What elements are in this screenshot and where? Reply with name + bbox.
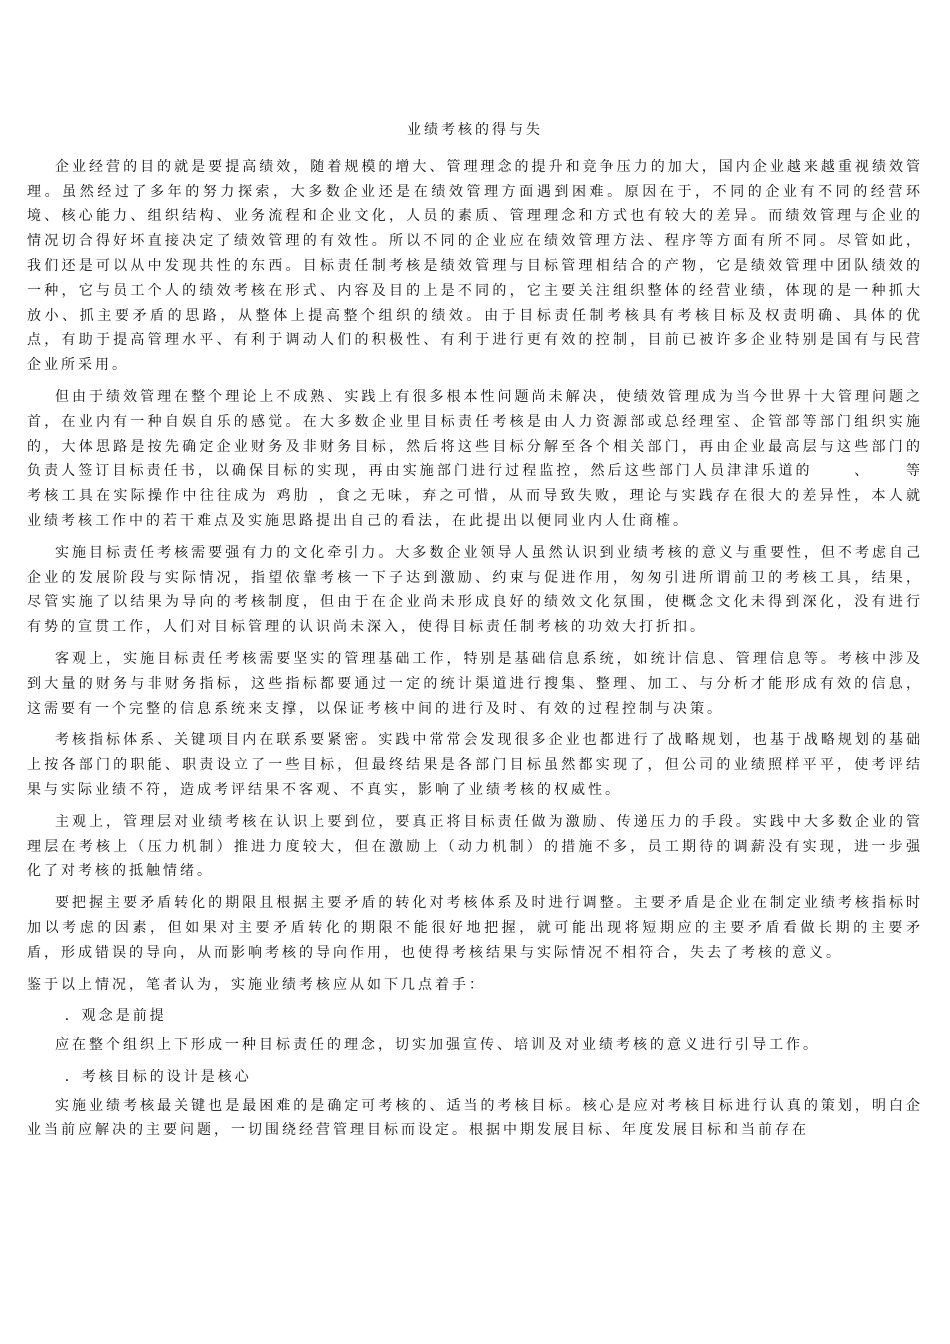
point-text: 实施业绩考核最关键也是最困难的是确定可考核的、适当的考核目标。核心是应对考核目标进行认真的策划，明白企业当前应解决的主要问题，一切围绕经营管理目标而设定。根据中期发展目标、年度发展目标和当前存在 <box>27 1097 923 1139</box>
point-heading: ．观念是前提 <box>64 1008 167 1025</box>
summary-line: 鉴于以上情况，笔者认为，实施业绩考核应从如下几点着手： <box>27 976 486 993</box>
paragraph: 企业经营的目的就是要提高绩效，随着规模的增大、管理理念的提升和竞争压力的加大，国内企业越来越重视绩效管理。虽然经过了多年的努力探索，大多数企业还是在绩效管理方面遇到困难。原因在于，不同的企业有不同的经营环境、核心能力、组织结构、业务流程和企业文化，人员的素质、管理理念和方式也有较大的差异。而绩效管理与企业的情况切合得好坏直接决定了绩效管理的有效性。所以不同的企业应在绩效管理方法、程序等方面有所不同。尽管如此，我们还是可以从中发现共性的东西。目标责任制考核是绩效管理与目标管理相结合的产物，它是绩效管理中团队绩效的一种，它与员工个人的绩效考核在形式、内容及目的上是不同的，它主要关注组织整体的经营业绩，体现的是一种抓大放小、抓主要矛盾的思路，从整体上提高整个组织的绩效。由于目标责任制考核具有考核目标及权责明确、具体的优点，有助于提高管理水平、有利于调动人们的积极性、有利于进行更有效的控制，目前已被许多企业特别是国有与民营企业所采用。 <box>27 158 923 374</box>
paragraph: 要把握主要矛盾转化的期限且根据主要矛盾的转化对考核体系及时进行调整。主要矛盾是企业在制定业绩考核指标时加以考虑的因素，但如果对主要矛盾转化的期限不能很好地把握，就可能出现将短期应的主要矛盾看做长期的主要矛盾，形成错误的导向，从而影响考核的导向作用，也使得考核结果与实际情况不相符合，失去了考核的意义。 <box>27 895 923 961</box>
point-heading: ．考核目标的设计是核心 <box>64 1068 252 1085</box>
paragraph: 主观上，管理层对业绩考核在认识上要到位，要真正将目标责任做为激励、传递压力的手段。实践中大多数企业的管理层在考核上（压力机制）推进力度较大，但在激励上（动力机制）的措施不多，员工期待的调薪没有实现，进一步强化了对考核的抵触情绪。 <box>27 813 923 880</box>
document-title: 业绩考核的得与失 <box>407 122 543 138</box>
document-page <box>27 118 923 1150</box>
paragraph: 客观上，实施目标责任考核需要坚实的管理基础工作，特别是基础信息系统，如统计信息、管理信息等。考核中涉及到大量的财务与非财务指标，这些指标都要通过一定的统计渠道进行搜集、整理、加工、与分析才能形成有效的信息，这需要有一个完整的信息系统来支撑，以保证考核中间的进行及时、有效的过程控制与决策。 <box>27 650 923 717</box>
point-text: 应在整个组织上下形成一种目标责任的理念，切实加强宣传、培训及对业绩考核的意义进行引导工作。 <box>55 1037 820 1054</box>
paragraph: 实施目标责任考核需要强有力的文化牵引力。大多数企业领导人虽然认识到业绩考核的意义与重要性，但不考虑自己企业的发展阶段与实际情况，指望依靠考核一下子达到激励、约束与促进作用，匆匆引进所谓前卫的考核工具，结果，尽管实施了以结果为导向的考核制度，但由于在企业尚未形成良好的绩效文化氛围，使概念文化未得到深化，没有进行有势的宣贯工作，人们对目标管理的认识尚未深入，使得目标责任制考核的功效大打折扣。 <box>27 544 923 636</box>
paragraph: 但由于绩效管理在整个理论上不成熟、实践上有很多根本性问题尚未解决，使绩效管理成为当今世界十大管理问题之首，在业内有一种自娱自乐的感觉。在大多数企业里目标责任考核是由人力资源部或总经理室、企管部等部门组织实施的，大体思路是按先确定企业财务及非财务目标，然后将这些目标分解至各个相关部门，再由企业最高层与这些部门的负责人签订目标责任书，以确保目标的实现，再由实施部门进行过程监控，然后这些部门人员津津乐道的 、 等考核工具在实际操作中往往成为 鸡肋 ，食之无味，弃之可惜，从而导致失败，理论与实践存在很大的差异性，本人就业绩考核工作中的若干难点及实施思路提出自己的看法，在此提出以便同业内人仕商榷。 <box>27 388 923 529</box>
paragraph: 考核指标体系、关键项目内在联系要紧密。实践中常常会发现很多企业也都进行了战略规划，也基于战略规划的基础上按各部门的职能、职责设立了一些目标，但最终结果是各部门目标虽然都实现了，但公司的业绩照样平平，使考评结果与实际业绩不符，造成考评结果不客观、不真实，影响了业绩考核的权威性。 <box>27 732 923 798</box>
